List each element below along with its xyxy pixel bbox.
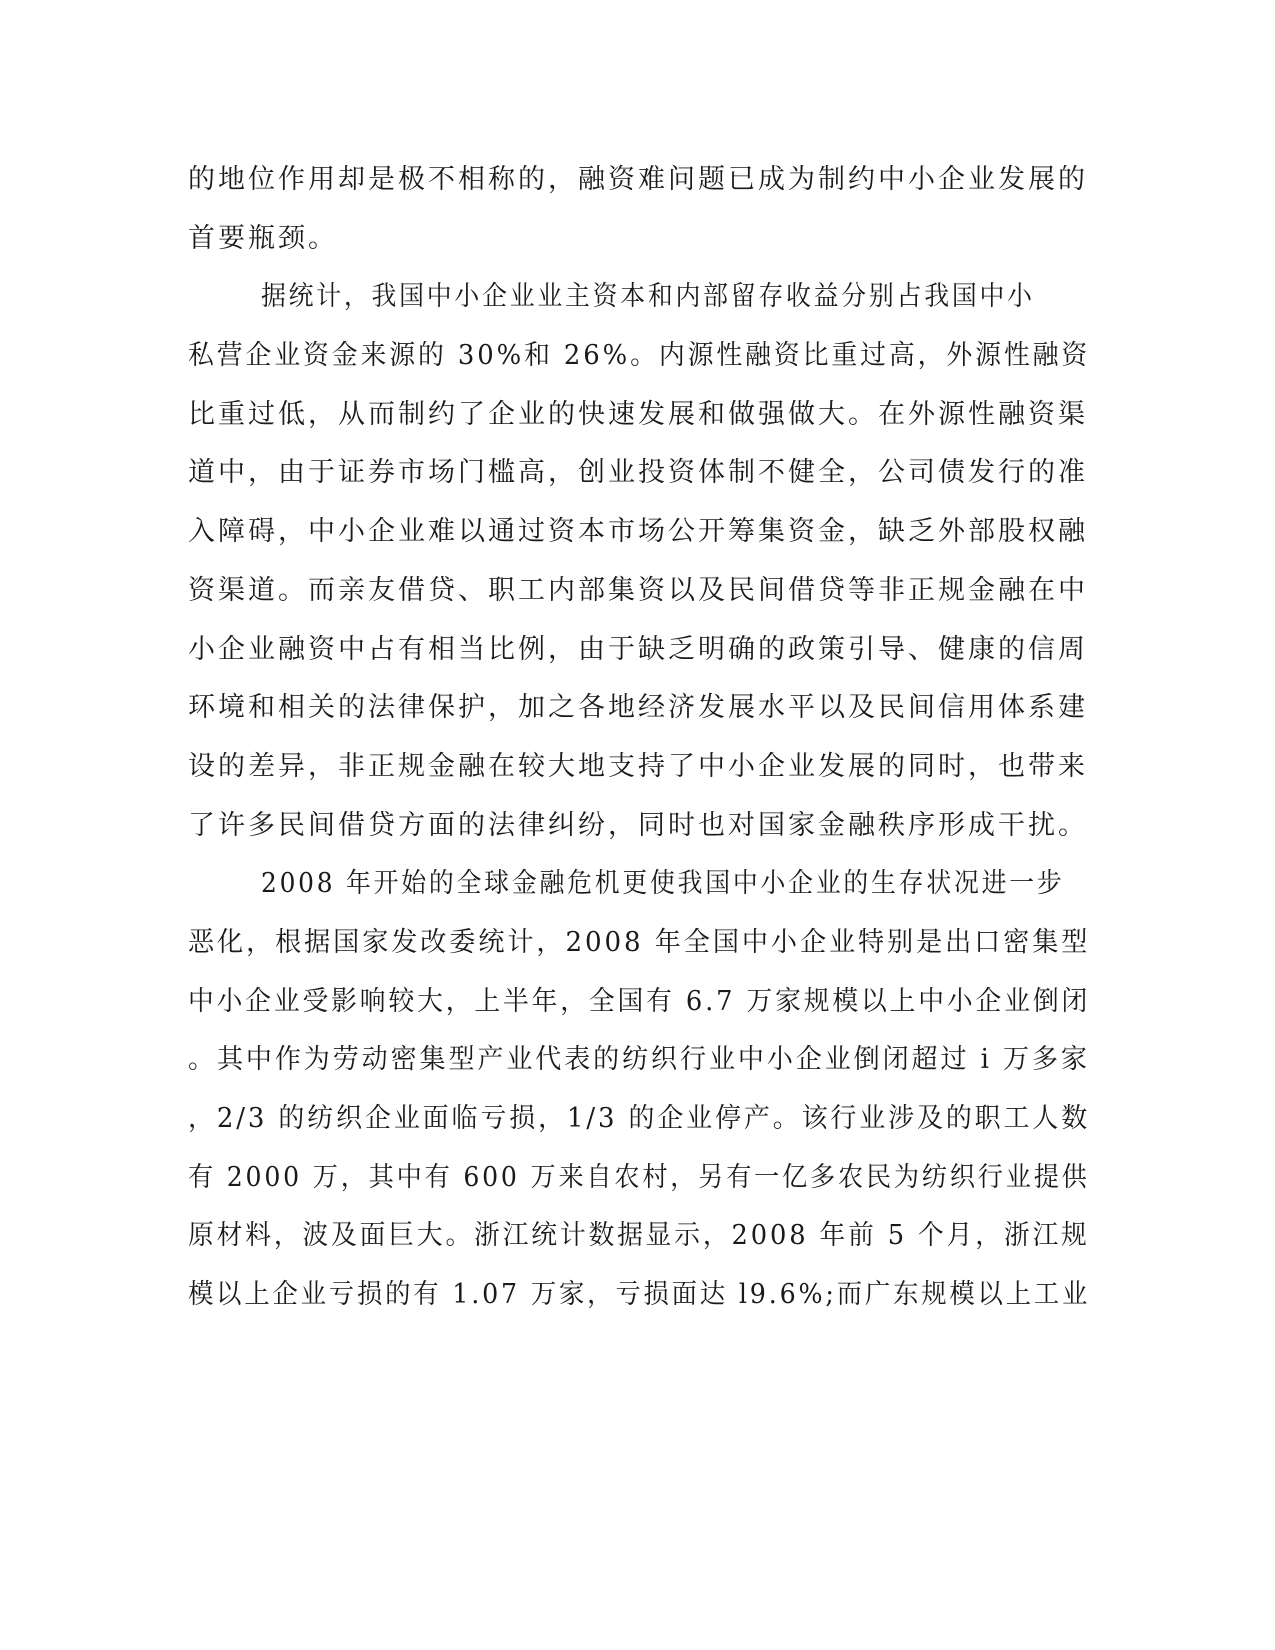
paragraph-first-line: 据统计，我国中小企业业主资本和内部留存收益分别占我国中小 (261, 281, 1035, 312)
text-line: 首要瓶颈。 (188, 223, 338, 254)
text-line: 模以上企业亏损的有 1.07 万家，亏损面达 l9.6%;而广东规模以上工业 (188, 1279, 1091, 1310)
text-line: 小企业融资中占有相当比例，由于缺乏明确的政策引导、健康的信周 (188, 634, 1088, 665)
text-line: 原材料，波及面巨大。浙江统计数据显示，2008 年前 5 个月，浙江规 (188, 1220, 1090, 1251)
text-line: 有 2000 万，其中有 600 万来自农村，另有一亿多农民为纺织行业提供 (188, 1162, 1090, 1193)
paragraph-first-line: 2008 年开始的全球金融危机更使我国中小企业的生存状况进一步 (261, 868, 1065, 899)
text-line: 环境和相关的法律保护，加之各地经济发展水平以及民间信用体系建 (188, 692, 1088, 723)
text-line: 恶化，根据国家发改委统计，2008 年全国中小企业特别是出口密集型 (188, 927, 1091, 958)
text-line: 设的差异，非正规金融在较大地支持了中小企业发展的同时，也带来 (188, 751, 1088, 782)
text-line: 道中，由于证券市场门槛高，创业投资体制不健全，公司债发行的准 (188, 457, 1088, 488)
text-line: 入障碍，中小企业难以通过资本市场公开筹集资金，缺乏外部股权融 (188, 516, 1088, 547)
text-line: ，2/3 的纺织企业面临亏损，1/3 的企业停产。该行业涉及的职工人数 (188, 1103, 1091, 1134)
text-line: 了许多民间借贷方面的法律纠纷，同时也对国家金融秩序形成干扰。 (188, 810, 1088, 841)
text-line: 的地位作用却是极不相称的，融资难问题已成为制约中小企业发展的 (188, 164, 1088, 195)
text-line: 中小企业受影响较大，上半年，全国有 6.7 万家规模以上中小企业倒闭 (188, 986, 1091, 1017)
text-line: 私营企业资金来源的 30%和 26%。内源性融资比重过高，外源性融资 (188, 340, 1091, 371)
text-line: 。其中作为劳动密集型产业代表的纺织行业中小企业倒闭超过 i 万多家 (188, 1044, 1090, 1075)
text-line: 资渠道。而亲友借贷、职工内部集资以及民间借贷等非正规金融在中 (188, 575, 1088, 606)
text-line: 比重过低，从而制约了企业的快速发展和做强做大。在外源性融资渠 (188, 399, 1088, 430)
